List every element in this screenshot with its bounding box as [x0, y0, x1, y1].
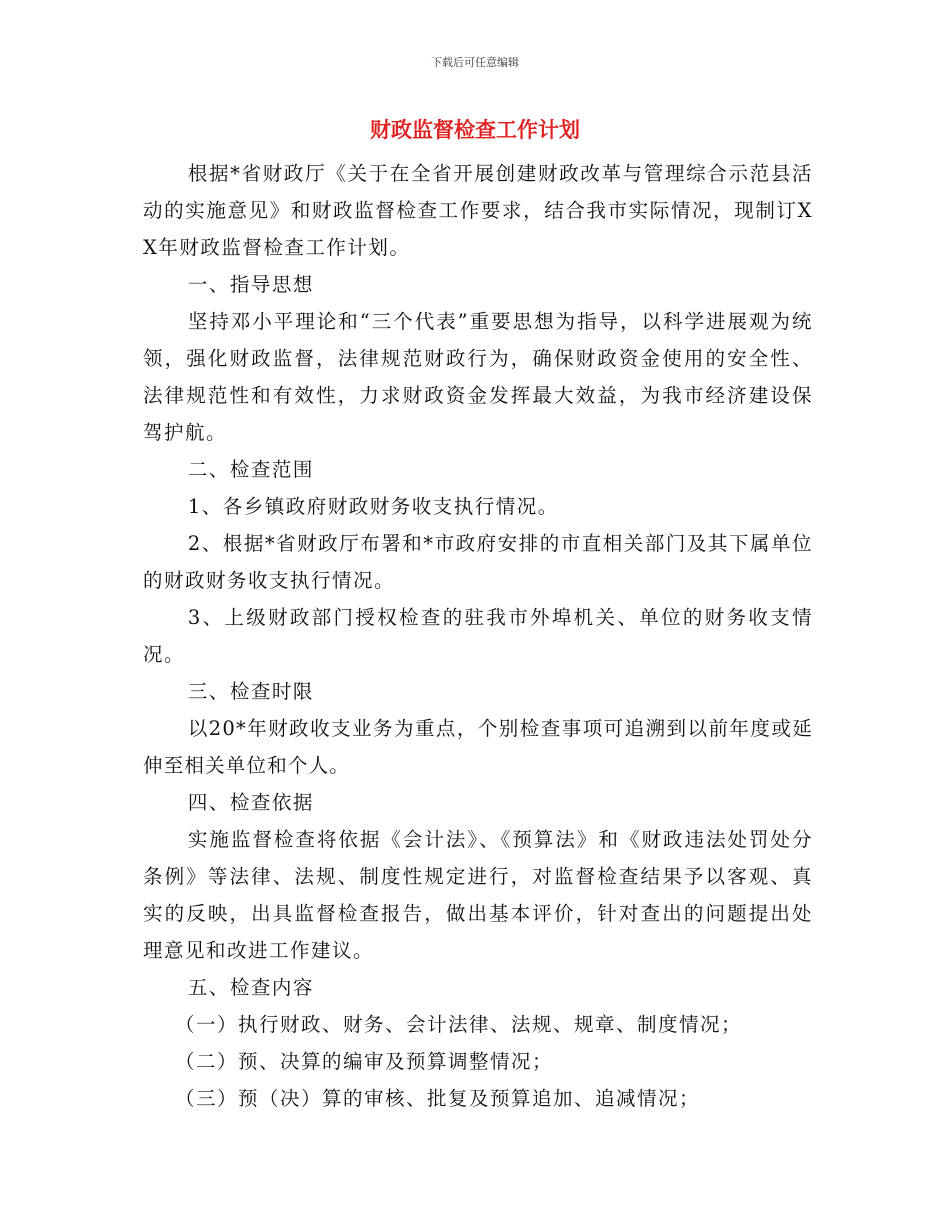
section-heading-guiding-thought: 一、指导思想	[187, 273, 314, 296]
scope-item-2: 2、根据*省财政厅布署和*市政府安排的市直相关部门及其下属单位的财政财务收支执行情况。	[143, 532, 813, 592]
content-item-2: （二）预、决算的编审及预算调整情况；	[175, 1050, 554, 1073]
header-note: 下载后可任意编辑	[431, 56, 519, 69]
section-heading-content: 五、检查内容	[187, 976, 314, 999]
section-heading-scope: 二、检查范围	[187, 458, 314, 481]
time-limit-paragraph: 以20*年财政收支业务为重点，个别检查事项可追溯到以前年度或延伸至相关单位和个人。	[143, 717, 813, 777]
content-item-1: （一）执行财政、财务、会计法律、法规、规章、制度情况；	[175, 1013, 743, 1036]
content-item-3: （三）预（决）算的审核、批复及预算追加、追减情况；	[175, 1087, 701, 1110]
scope-item-3: 3、上级财政部门授权检查的驻我市外埠机关、单位的财务收支情况。	[143, 606, 813, 666]
intro-paragraph: 根据*省财政厅《关于在全省开展创建财政改革与管理综合示范县活动的实施意见》和财政监督检查工作要求，结合我市实际情况，现制订XX年财政监督检查工作计划。	[143, 162, 813, 259]
section-heading-time-limit: 三、检查时限	[187, 680, 314, 703]
guiding-thought-paragraph: 坚持邓小平理论和“三个代表”重要思想为指导，以科学进展观为统领，强化财政监督，法律规范财政行为，确保财政资金使用的安全性、法律规范性和有效性，力求财政资金发挥最大效益，为我市经济建设保驾护航。	[143, 310, 813, 444]
basis-paragraph: 实施监督检查将依据《会计法》、《预算法》和《财政违法处罚处分条例》等法律、法规、制度性规定进行，对监督检查结果予以客观、真实的反映，出具监督检查报告，做出基本评价，针对查出的问题提出处理意见和改进工作建议。	[143, 828, 813, 962]
document-body	[143, 155, 813, 1117]
document-title: 财政监督检查工作计划	[370, 118, 580, 142]
scope-item-1: 1、各乡镇政府财政财务收支执行情况。	[187, 495, 559, 518]
section-heading-basis: 四、检查依据	[187, 791, 314, 814]
